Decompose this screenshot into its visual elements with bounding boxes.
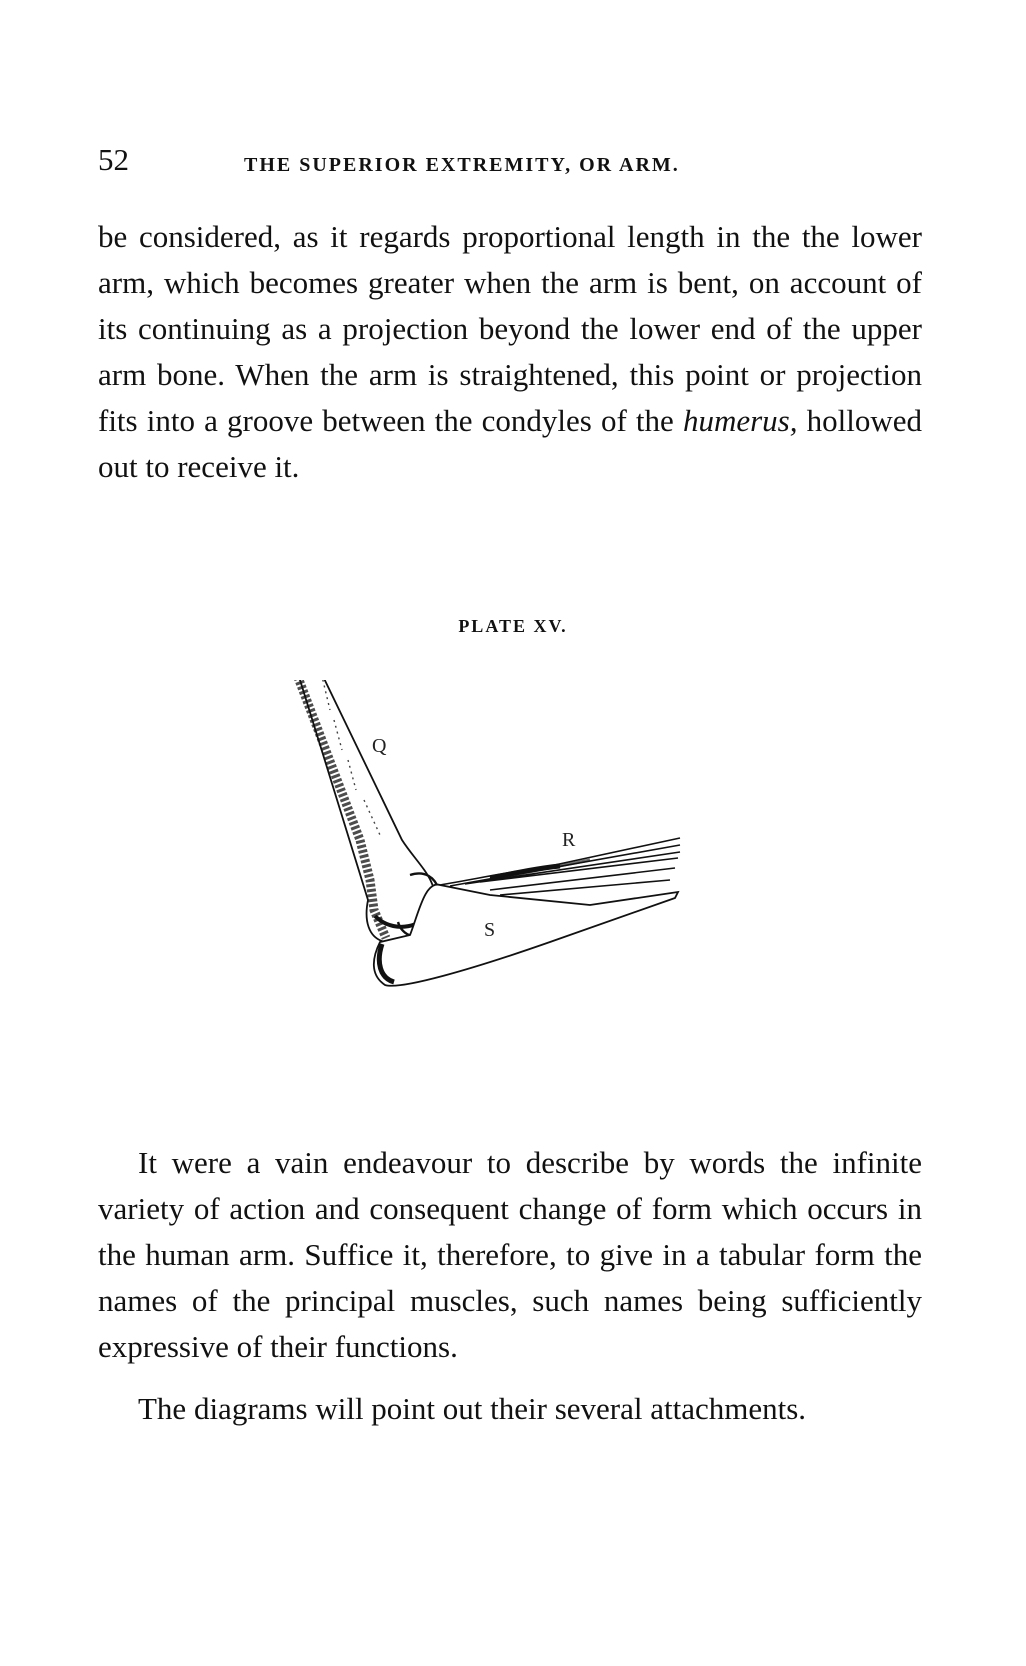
paragraph-1-start: be considered, as it regards proportional length in the the lower arm, which becomes greater when the arm is bent, on account of its continuing as a projection beyond the lower end of the upper arm bone. When the arm is straightened, this point or projection fits into a groove between the condyles of the xyxy=(98,219,922,438)
elbow-bone-illustration xyxy=(290,680,730,1060)
paragraph-1 xyxy=(98,214,922,490)
paragraph-2: It were a vain endeavour to describe by words the infinite variety of action and consequent change of form which occurs in the human arm. Suffice it, therefore, to give in a tabular form the names of the principal muscles, such names being sufficiently expressive of their functions. xyxy=(98,1145,922,1364)
running-head: THE SUPERIOR EXTREMITY, OR ARM. xyxy=(244,154,680,176)
label-s: S xyxy=(484,919,496,941)
paragraph-3: The diagrams will point out their several attachments. xyxy=(138,1391,807,1426)
label-q: Q xyxy=(372,735,387,757)
plate-title: PLATE XV. xyxy=(458,616,568,636)
paragraph-1-italic-term: humerus, xyxy=(682,403,798,438)
page-number: 52 xyxy=(98,142,129,177)
label-r: R xyxy=(562,829,576,851)
paragraph-1-end: hollowed out to receive it. xyxy=(98,403,922,484)
humerus-bone xyxy=(290,680,436,943)
